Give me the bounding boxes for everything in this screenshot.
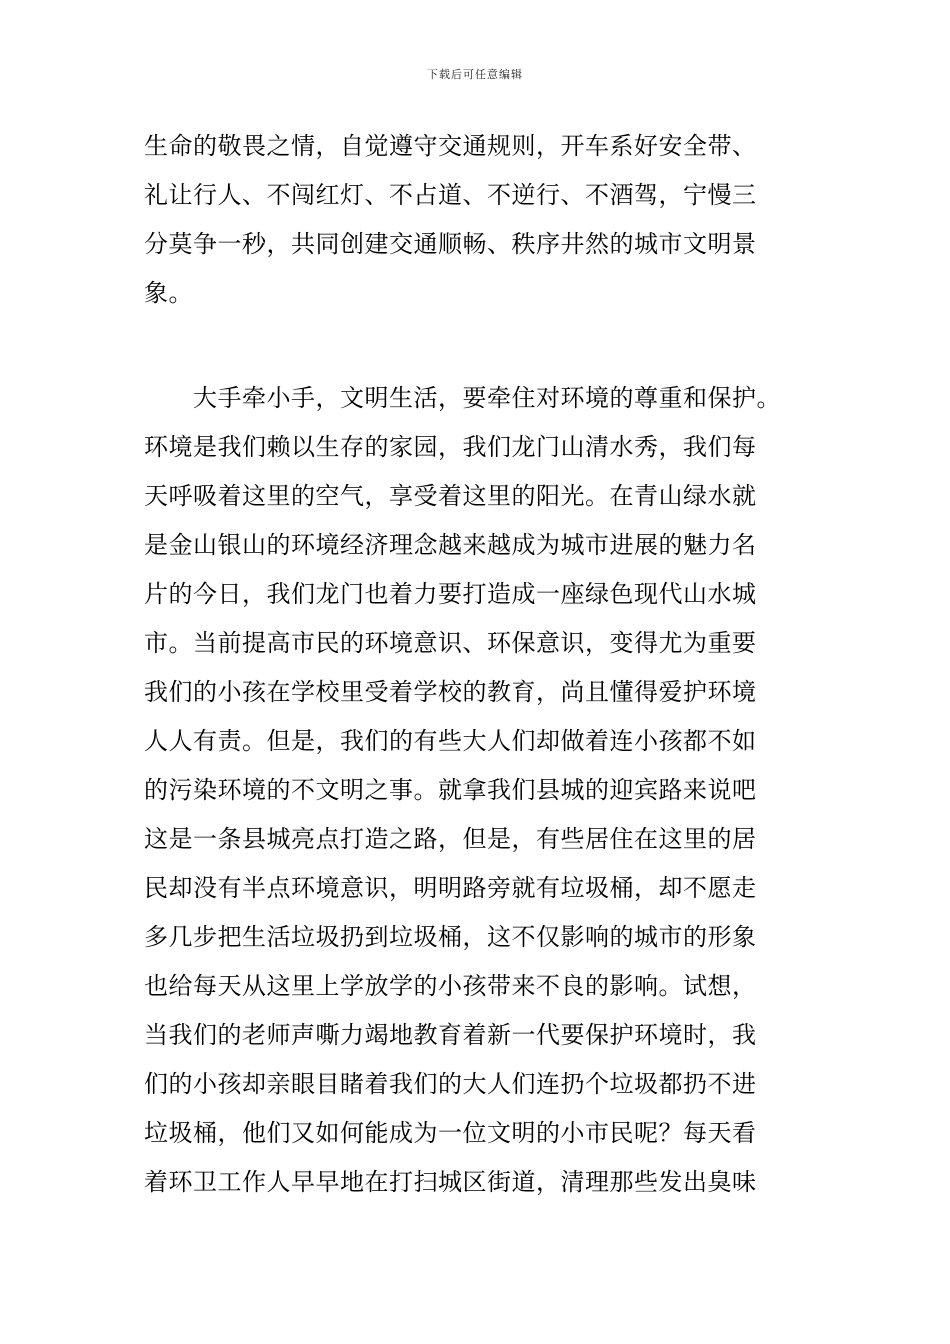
paragraph-1 (144, 122, 824, 318)
text-line: 着环卫工作人早早地在打扫城区街道，清理那些发出臭味 (144, 1168, 757, 1196)
text-line: 多几步把生活垃圾扔到垃圾桶，这不仅影响的城市的形象 (144, 923, 757, 951)
text-line: 也给每天从这里上学放学的小孩带来不良的影响。试想， (144, 972, 757, 1000)
text-line: 人人有责。但是，我们的有些大人们却做着连小孩都不如 (144, 727, 757, 755)
text-line: 象。 (144, 279, 193, 307)
text-line: 生命的敬畏之情，自觉遵守交通规则，开车系好安全带、 (144, 132, 757, 160)
text-line: 环境是我们赖以生存的家园，我们龙门山清水秀，我们每 (144, 433, 757, 461)
page-header-note: 下载后可任意编辑 (427, 68, 523, 81)
text-line: 的污染环境的不文明之事。就拿我们县城的迎宾路来说吧 (144, 776, 757, 804)
text-line: 这是一条县城亮点打造之路，但是，有些居住在这里的居 (144, 825, 757, 853)
text-line: 分莫争一秒，共同创建交通顺畅、秩序井然的城市文明景 (144, 230, 757, 258)
text-line: 大手牵小手，文明生活，要牵住对环境的尊重和保护。 (144, 384, 781, 412)
text-line: 垃圾桶，他们又如何能成为一位文明的小市民呢？每天看 (144, 1119, 757, 1147)
text-line: 们的小孩却亲眼目睹着我们的大人们连扔个垃圾都扔不进 (144, 1070, 757, 1098)
text-line: 民却没有半点环境意识，明明路旁就有垃圾桶，却不愿走 (144, 874, 757, 902)
text-line: 礼让行人、不闯红灯、不占道、不逆行、不酒驾，宁慢三 (144, 181, 757, 209)
text-line: 当我们的老师声嘶力竭地教育着新一代要保护环境时，我 (144, 1021, 757, 1049)
text-line: 天呼吸着这里的空气，享受着这里的阳光。在青山绿水就 (144, 482, 757, 510)
text-line: 市。当前提高市民的环境意识、环保意识，变得尤为重要 (144, 629, 757, 657)
text-line: 是金山银山的环境经济理念越来越成为城市进展的魅力名 (144, 531, 757, 559)
text-line: 片的今日，我们龙门也着力要打造成一座绿色现代山水城 (144, 580, 757, 608)
paragraph-2 (144, 374, 824, 1207)
text-line: 我们的小孩在学校里受着学校的教育，尚且懂得爱护环境 (144, 678, 757, 706)
